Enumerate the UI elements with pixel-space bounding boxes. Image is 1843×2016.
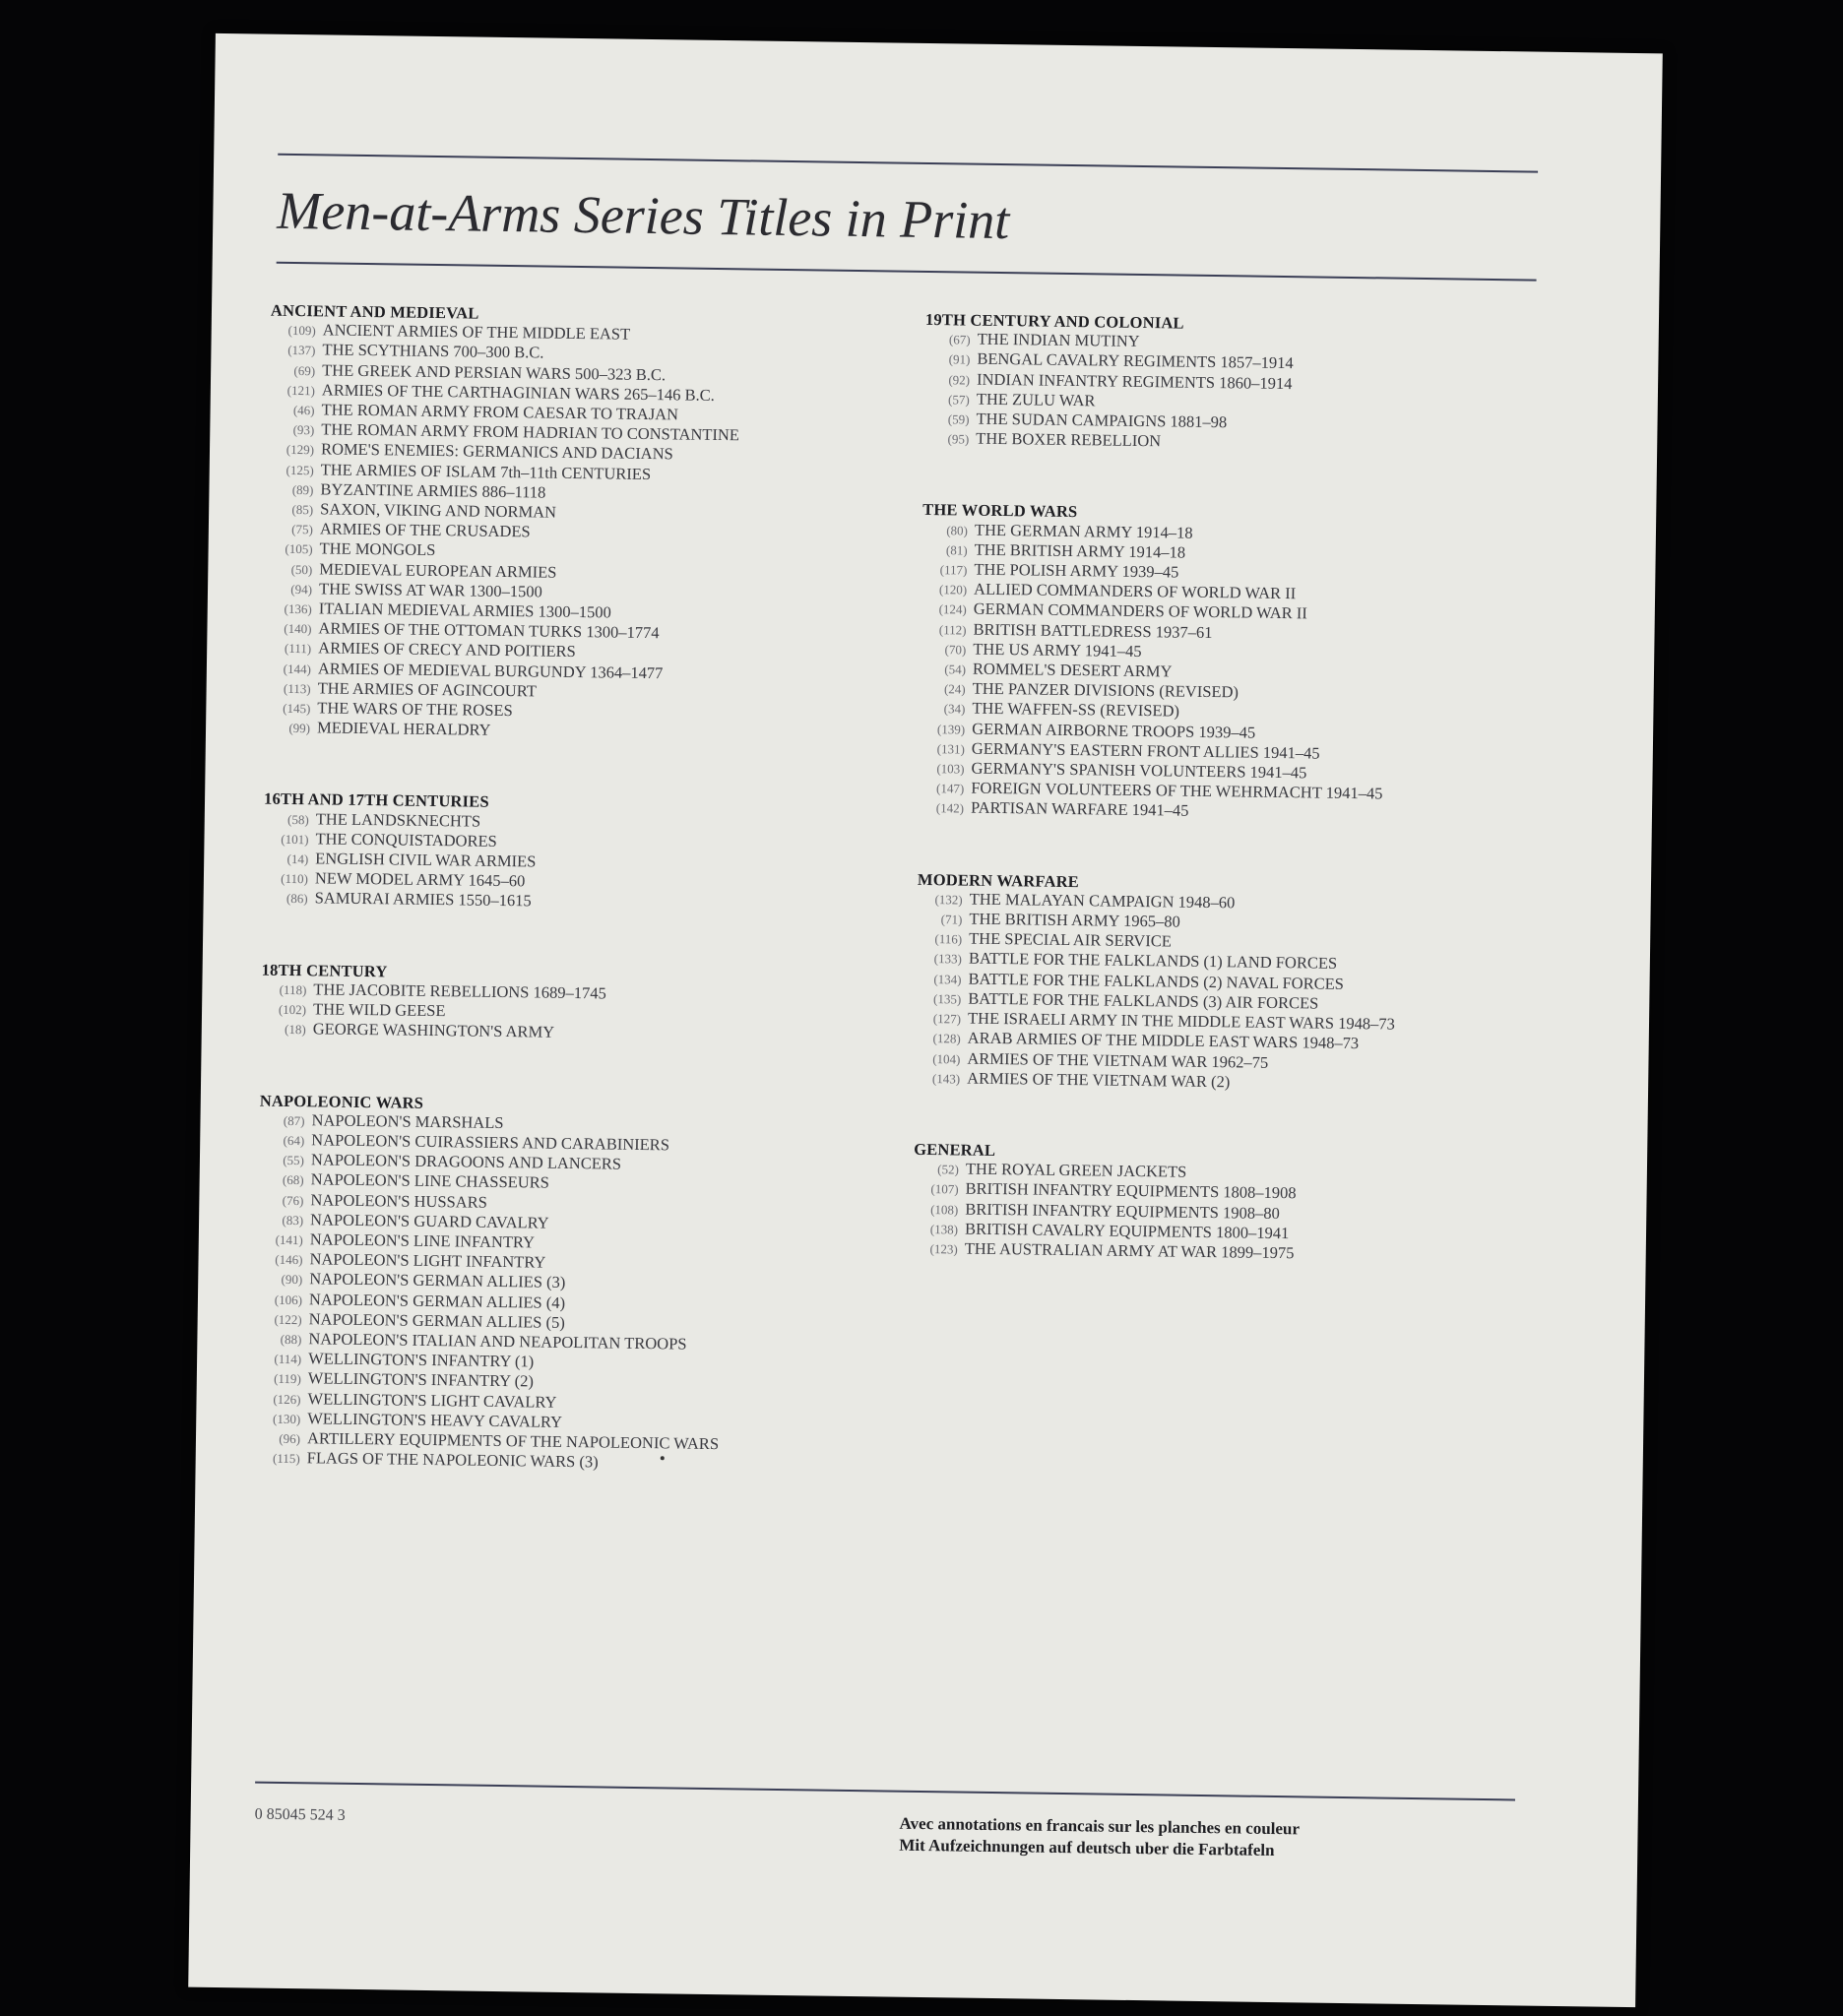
entry-title: SAMURAI ARMIES 1550–1615 xyxy=(314,888,532,911)
series-number: ( 71 ) xyxy=(917,910,962,929)
series-number: ( 91 ) xyxy=(924,349,970,369)
entry-title: PARTISAN WARFARE 1941–45 xyxy=(970,798,1189,821)
entry-title: THE MONGOLS xyxy=(319,538,436,560)
back-cover xyxy=(188,33,1663,2007)
entry-title: THE POLISH ARMY 1939–45 xyxy=(974,559,1179,582)
entry-title: ARTILLERY EQUIPMENTS OF THE NAPOLEONIC WARS xyxy=(306,1428,720,1454)
entry-title: THE ISRAELI ARMY IN THE MIDDLE EAST WARS 1948–73 xyxy=(967,1008,1396,1034)
series-number: ( 110 ) xyxy=(263,869,308,889)
section xyxy=(919,500,1553,826)
entry-title: THE MALAYAN CAMPAIGN 1948–60 xyxy=(969,889,1236,913)
entry-title: THE ROYAL GREEN JACKETS xyxy=(965,1159,1187,1181)
entry-title: GERMAN AIRBORNE TROOPS 1939–45 xyxy=(972,719,1256,742)
section-title: 19TH CENTURY AND COLONIAL xyxy=(924,309,1184,333)
entry-title: NAPOLEON'S CUIRASSIERS AND CARABINIERS xyxy=(311,1130,670,1155)
series-number: ( 52 ) xyxy=(914,1160,959,1179)
series-number: ( 75 ) xyxy=(268,520,313,539)
entry-title: THE GREEK AND PERSIAN WARS 500–323 B.C. xyxy=(322,359,667,384)
entry-title: ARMIES OF THE CARTHAGINIAN WARS 265–146 B.C. xyxy=(321,380,715,405)
series-number: ( 88 ) xyxy=(256,1329,301,1349)
series-number: ( 111 ) xyxy=(266,639,311,659)
series-number: ( 102 ) xyxy=(261,1000,306,1020)
series-number: ( 95 ) xyxy=(923,429,969,449)
entry-title: BENGAL CAVALRY REGIMENTS 1857–1914 xyxy=(977,349,1294,373)
entry-title: WELLINGTON'S INFANTRY (1) xyxy=(308,1349,535,1371)
series-number: ( 67 ) xyxy=(925,330,971,349)
section-title: NAPOLEONIC WARS xyxy=(259,1091,424,1112)
entry-title: BATTLE FOR THE FALKLANDS (3) AIR FORCES xyxy=(968,988,1319,1013)
entry-title: BRITISH INFANTRY EQUIPMENTS 1908–80 xyxy=(965,1199,1280,1223)
series-number: ( 76 ) xyxy=(258,1190,303,1210)
entry-title: THE JACOBITE REBELLIONS 1689–1745 xyxy=(313,979,606,1003)
entry-title: ROMMEL'S DESERT ARMY xyxy=(972,659,1173,681)
entry-title: THE SPECIAL AIR SERVICE xyxy=(969,928,1172,951)
entry-title: FLAGS OF THE NAPOLEONIC WARS (3) xyxy=(306,1448,599,1472)
entry-title: THE SUDAN CAMPAIGNS 1881–98 xyxy=(976,409,1228,432)
section xyxy=(913,1140,1545,1267)
entry-title: NAPOLEON'S GERMAN ALLIES (3) xyxy=(309,1269,566,1292)
entry-title: NAPOLEON'S GERMAN ALLIES (5) xyxy=(308,1309,565,1332)
entry-title: BATTLE FOR THE FALKLANDS (2) NAVAL FORCES xyxy=(968,969,1345,993)
entry-title: GERMANY'S EASTERN FRONT ALLIES 1941–45 xyxy=(971,738,1320,763)
entry-title: THE BRITISH ARMY 1965–80 xyxy=(969,909,1180,931)
entry-title: FOREIGN VOLUNTEERS OF THE WEHRMACHT 1941–45 xyxy=(971,778,1383,803)
entry-title: GEORGE WASHINGTON'S ARMY xyxy=(312,1019,555,1042)
series-number: ( 80 ) xyxy=(922,521,968,540)
series-number: ( 123 ) xyxy=(913,1239,958,1259)
entry-title: THE BRITISH ARMY 1914–18 xyxy=(974,539,1186,562)
entry-title: NAPOLEON'S MARSHALS xyxy=(311,1110,504,1132)
series-number: ( 18 ) xyxy=(261,1020,306,1040)
series-number: ( 137 ) xyxy=(270,341,315,360)
series-number: ( 99 ) xyxy=(265,719,310,738)
entry-title: BRITISH INFANTRY EQUIPMENTS 1808–1908 xyxy=(965,1178,1297,1203)
entry-title: ARMIES OF MEDIEVAL BURGUNDY 1364–1477 xyxy=(317,659,664,682)
series-number: ( 142 ) xyxy=(919,798,964,818)
series-number: ( 115 ) xyxy=(255,1449,300,1469)
entry-title: THE US ARMY 1941–45 xyxy=(973,639,1142,661)
series-number: ( 114 ) xyxy=(256,1350,301,1369)
entry-title: THE ARMIES OF ISLAM 7th–11th CENTURIES xyxy=(320,459,652,483)
series-number: ( 83 ) xyxy=(258,1210,303,1229)
entry-title: ARMIES OF THE VIETNAM WAR 1962–75 xyxy=(967,1048,1269,1072)
series-number: ( 81 ) xyxy=(922,540,968,560)
entry-title: NAPOLEON'S DRAGOONS AND LANCERS xyxy=(310,1150,622,1173)
series-number: ( 140 ) xyxy=(266,619,311,639)
series-number: ( 133 ) xyxy=(917,949,962,969)
series-number: ( 126 ) xyxy=(255,1389,300,1409)
series-number: ( 57 ) xyxy=(924,390,970,410)
section-title: GENERAL xyxy=(914,1139,996,1160)
series-number: ( 146 ) xyxy=(257,1250,302,1270)
entry-title: BRITISH BATTLEDRESS 1937–61 xyxy=(973,619,1213,642)
series-number: ( 59 ) xyxy=(923,410,969,429)
entry-title: THE LANDSKNECHTS xyxy=(315,809,481,831)
series-number: ( 90 ) xyxy=(257,1270,302,1290)
series-number: ( 127 ) xyxy=(916,1009,961,1029)
series-number: ( 54 ) xyxy=(921,660,966,679)
entry-title: WELLINGTON'S HEAVY CAVALRY xyxy=(307,1409,563,1431)
section xyxy=(263,789,895,916)
series-number: ( 118 ) xyxy=(261,979,306,999)
series-number: ( 147 ) xyxy=(919,779,964,798)
series-number: ( 129 ) xyxy=(269,440,314,460)
section-title: 18TH CENTURY xyxy=(261,960,388,981)
entry-title: ARMIES OF THE OTTOMAN TURKS 1300–1774 xyxy=(318,618,660,643)
entry-title: WELLINGTON'S LIGHT CAVALRY xyxy=(307,1388,557,1412)
series-number: ( 14 ) xyxy=(263,850,308,869)
title-rule xyxy=(277,262,1537,282)
series-number: ( 46 ) xyxy=(269,401,314,420)
series-number: ( 143 ) xyxy=(915,1069,960,1089)
entry-title: NAPOLEON'S LINE INFANTRY xyxy=(309,1229,536,1252)
series-number: ( 124 ) xyxy=(922,599,967,619)
section-title: ANCIENT AND MEDIEVAL xyxy=(270,300,479,323)
german-note: Mit Aufzeichnungen auf deutsch uber die Farbtafeln xyxy=(899,1835,1275,1860)
series-number: ( 94 ) xyxy=(267,579,312,598)
series-number: ( 119 ) xyxy=(256,1369,301,1389)
entry-title: ENGLISH CIVIL WAR ARMIES xyxy=(315,849,537,871)
series-number: ( 145 ) xyxy=(265,699,310,719)
entry-title: ANCIENT ARMIES OF THE MIDDLE EAST xyxy=(322,320,631,344)
section-title: THE WORLD WARS xyxy=(922,500,1078,522)
series-number: ( 105 ) xyxy=(267,539,312,559)
entry-title: BATTLE FOR THE FALKLANDS (1) LAND FORCES xyxy=(968,949,1338,974)
series-number: ( 125 ) xyxy=(269,460,314,479)
entry-title: THE WARS OF THE ROSES xyxy=(317,698,513,721)
series-number: ( 106 ) xyxy=(257,1290,302,1309)
isbn-number: 0 85045 524 3 xyxy=(254,1805,346,1824)
entry-title: THE ARMIES OF AGINCOURT xyxy=(317,678,538,701)
series-number: ( 55 ) xyxy=(259,1151,304,1170)
series-number: ( 24 ) xyxy=(921,679,966,699)
series-number: ( 130 ) xyxy=(255,1409,300,1428)
series-number: ( 122 ) xyxy=(257,1309,302,1329)
entry-title: NAPOLEON'S HUSSARS xyxy=(310,1189,488,1212)
series-number: ( 89 ) xyxy=(268,479,313,499)
entry-title: ROME'S ENEMIES: GERMANICS AND DACIANS xyxy=(320,439,673,464)
series-number: ( 93 ) xyxy=(269,420,314,440)
entry-title: THE SWISS AT WAR 1300–1500 xyxy=(318,579,542,601)
series-number: ( 116 ) xyxy=(917,929,962,949)
entry-title: GERMANY'S SPANISH VOLUNTEERS 1941–45 xyxy=(971,758,1307,783)
entry-title: MEDIEVAL EUROPEAN ARMIES xyxy=(319,559,557,582)
entry-title: THE GERMAN ARMY 1914–18 xyxy=(974,520,1193,542)
section xyxy=(265,301,901,746)
entry-title: ARAB ARMIES OF THE MIDDLE EAST WARS 1948–73 xyxy=(967,1028,1360,1053)
entry-title: THE CONQUISTADORES xyxy=(315,829,497,850)
entry-title: NAPOLEON'S LIGHT INFANTRY xyxy=(309,1249,546,1272)
entry-title: NAPOLEON'S ITALIAN AND NEAPOLITAN TROOPS xyxy=(308,1329,687,1354)
series-number: ( 134 ) xyxy=(916,970,961,989)
series-number: ( 131 ) xyxy=(920,739,965,759)
series-number: ( 96 ) xyxy=(255,1428,300,1448)
entry-title: THE AUSTRALIAN ARMY AT WAR 1899–1975 xyxy=(964,1238,1295,1263)
series-number: ( 121 ) xyxy=(270,380,315,400)
page-title: Men-at-Arms Series Titles in Print xyxy=(277,180,1010,251)
series-number: ( 69 ) xyxy=(270,360,315,380)
entry-title: THE ZULU WAR xyxy=(976,389,1096,410)
language-notes xyxy=(899,1813,1300,1862)
entry-title: ITALIAN MEDIEVAL ARMIES 1300–1500 xyxy=(318,598,611,622)
series-number: ( 101 ) xyxy=(263,829,308,849)
series-number: ( 92 ) xyxy=(924,370,970,390)
series-number: ( 117 ) xyxy=(922,560,967,580)
series-number: ( 139 ) xyxy=(920,720,965,739)
entry-title: BYZANTINE ARMIES 886–1118 xyxy=(320,479,546,502)
entry-title: THE WAFFEN-SS (REVISED) xyxy=(972,699,1180,722)
section xyxy=(255,1091,890,1477)
entry-title: THE INDIAN MUTINY xyxy=(977,329,1140,351)
series-number: ( 108 ) xyxy=(913,1199,958,1219)
series-number: ( 104 ) xyxy=(915,1048,960,1068)
series-number: ( 87 ) xyxy=(259,1110,304,1130)
french-note: Avec annotations en francais sur les planches en couleur xyxy=(899,1813,1301,1839)
series-number: ( 120 ) xyxy=(922,580,967,599)
series-number: ( 113 ) xyxy=(266,678,311,698)
entry-title: ARMIES OF THE CRUSADES xyxy=(319,519,531,541)
entry-title: GERMAN COMMANDERS OF WORLD WAR II xyxy=(973,599,1307,623)
series-number: ( 112 ) xyxy=(921,620,966,640)
bottom-rule xyxy=(255,1782,1515,1801)
series-number: ( 64 ) xyxy=(259,1130,304,1150)
entry-title: THE ROMAN ARMY FROM HADRIAN TO CONSTANTINE xyxy=(321,419,740,445)
series-number: ( 141 ) xyxy=(258,1229,303,1249)
entry-title: ARMIES OF CRECY AND POITIERS xyxy=(318,638,576,662)
right-column xyxy=(912,310,1556,1319)
series-number: ( 85 ) xyxy=(268,500,313,520)
entry-title: ARMIES OF THE VIETNAM WAR (2) xyxy=(967,1068,1231,1092)
series-number: ( 128 ) xyxy=(916,1029,961,1048)
entry-title: NEW MODEL ARMY 1645–60 xyxy=(314,868,526,891)
series-number: ( 103 ) xyxy=(919,759,964,779)
series-number: ( 138 ) xyxy=(913,1220,958,1239)
entry-title: NAPOLEON'S GERMAN ALLIES (4) xyxy=(308,1289,566,1312)
entry-title: NAPOLEON'S GUARD CAVALRY xyxy=(309,1210,549,1232)
entry-title: MEDIEVAL HERALDRY xyxy=(316,718,491,740)
section-title: 16TH AND 17TH CENTURIES xyxy=(263,789,489,812)
entry-title: THE PANZER DIVISIONS (REVISED) xyxy=(972,678,1239,702)
entry-title: THE ROMAN ARMY FROM CAESAR TO TRAJAN xyxy=(321,400,679,424)
entry-title: NAPOLEON'S LINE CHASSEURS xyxy=(310,1169,550,1192)
entry-title: THE BOXER REBELLION xyxy=(976,428,1162,451)
series-number: ( 107 ) xyxy=(913,1179,958,1199)
series-number: ( 70 ) xyxy=(921,640,966,660)
series-number: ( 68 ) xyxy=(259,1170,304,1190)
series-number: ( 50 ) xyxy=(267,559,312,579)
entry-title: SAXON, VIKING AND NORMAN xyxy=(320,499,557,522)
section xyxy=(261,960,892,1047)
series-number: ( 109 ) xyxy=(271,321,316,341)
entry-title: THE SCYTHIANS 700–300 B.C. xyxy=(322,340,544,362)
section xyxy=(915,870,1548,1097)
section xyxy=(923,310,1556,457)
top-rule xyxy=(278,154,1538,173)
printer-dot xyxy=(661,1456,665,1460)
series-number: ( 136 ) xyxy=(267,599,312,619)
section-title: MODERN WARFARE xyxy=(917,869,1080,891)
left-column xyxy=(254,301,901,1529)
series-number: ( 132 ) xyxy=(918,890,963,910)
series-number: ( 86 ) xyxy=(263,889,308,909)
series-number: ( 58 ) xyxy=(264,809,309,829)
entry-title: WELLINGTON'S INFANTRY (2) xyxy=(307,1368,535,1391)
series-number: ( 135 ) xyxy=(916,989,961,1009)
series-number: ( 34 ) xyxy=(920,699,965,719)
entry-title: BRITISH CAVALRY EQUIPMENTS 1800–1941 xyxy=(964,1219,1290,1242)
entry-title: ALLIED COMMANDERS OF WORLD WAR II xyxy=(973,579,1297,603)
entry-title: INDIAN INFANTRY REGIMENTS 1860–1914 xyxy=(976,369,1293,393)
series-number: ( 144 ) xyxy=(266,659,311,678)
entry-title: THE WILD GEESE xyxy=(312,999,446,1021)
